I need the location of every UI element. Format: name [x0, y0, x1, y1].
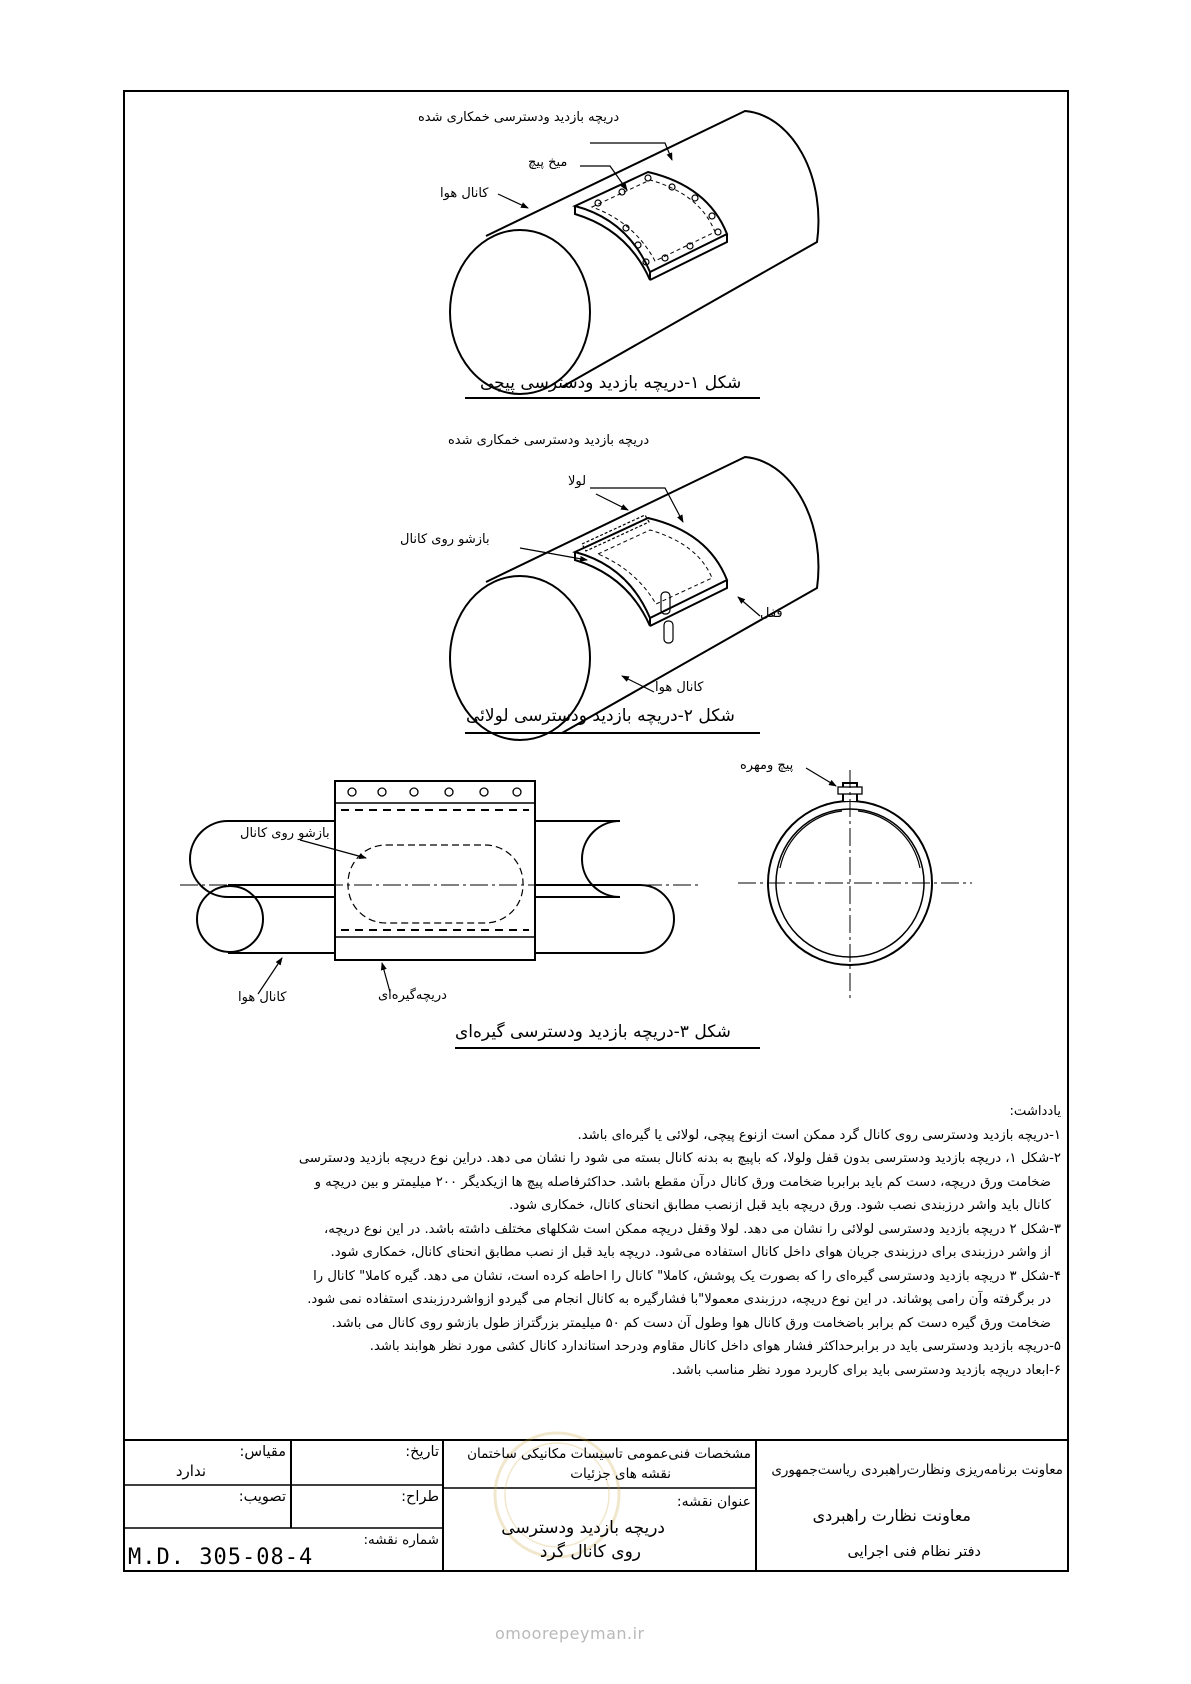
drawing-title-line-2: روی کانال گرد — [539, 1542, 641, 1562]
note-line: ضخامت ورق دریچه، دست کم باید برابربا ضخامت ورق کانال درآن مقطع باشد. حداکثرفاصله پیچ ها ازیکدیگر ۲۰۰ میلیمتر و بین دریچه و — [314, 1174, 1051, 1190]
note-line: ۵-دریچه بازدید ودسترسی باید در برابرحداکثر فشار هوای داخل کانال مقاوم ودرحد استاندارد کانال کشی مورد نظر هوابند باشد. — [369, 1339, 1061, 1354]
drawing-number: M.D. 305-08-4 — [128, 1545, 314, 1570]
fig2-caption: شکل ۲-دریچه بازدید ودسترسی لولائی — [466, 706, 735, 726]
fig2-duct-label: کانال هوا — [655, 680, 704, 695]
org-line-1: معاونت برنامه‌ریزی ونظارت‌راهبردی ریاست‌جمهوری — [771, 1462, 1063, 1478]
note-line: ۱-دریچه بازدید ودسترسی روی کانال گرد ممکن است ازنوع پیچی، لولائی یا گیره‌ای باشد. — [577, 1127, 1061, 1143]
note-line: ۲-شکل ۱، دریچه بازدید ودسترسی بدون قفل ولولا، که باپیچ به بدنه کانال بسته می شود را نشان می دهد. دراین نوع دریچه بازدید ودسترسی — [298, 1151, 1061, 1166]
fig2-hatch-label: دریچه بازدید ودسترسی خمکاری شده — [448, 433, 650, 448]
spec-line-2: نقشه های جزئیات — [570, 1466, 671, 1482]
date-label: تاریخ: — [405, 1444, 439, 1460]
fig2-collar-label: بازشو روی کانال — [400, 532, 490, 547]
drawing-no-label: شماره نقشه: — [363, 1532, 439, 1548]
figure-2-hinged-hatch — [450, 457, 818, 740]
fig2-lock-label: قفل — [760, 606, 783, 621]
fig1-hatch-label: دریچه بازدید ودسترسی خمکاری شده — [418, 110, 620, 125]
approval-label: تصویب: — [238, 1489, 286, 1505]
note-line: ضخامت ورق گیره دست کم برابر باضخامت ورق کانال هوا وطول آن دست کم ۵۰ میلیمتر بزرگتراز طول بازشو روی کانال می باشد. — [331, 1315, 1051, 1331]
org-line-2: معاونت نظارت راهبردی — [812, 1506, 971, 1525]
fig1-caption: شکل ۱-دریچه بازدید ودسترسی پیچی — [480, 373, 742, 393]
figure-3-clamp-hatch-side — [180, 781, 760, 1048]
spec-line-1: مشخصات فنی‌عمومی تاسیسات مکانیکی ساختمان — [467, 1446, 751, 1462]
note-line: از واشر درزبندی برای درزبندی جریان هوای داخل کانال استفاده می‌شود. دریچه باید قبل از نصب مطابق انحنای کانال، خمکاری شود. — [330, 1245, 1051, 1260]
fig3-bolt-nut-label: پیچ ومهره — [740, 758, 794, 773]
fig3-collar-label: بازشو روی کانال — [240, 826, 330, 841]
figure-1-screwed-hatch — [450, 111, 818, 398]
designer-label: طراح: — [401, 1489, 439, 1505]
note-line: ۳-شکل ۲ دریچه بازدید ودسترسی لولائی را نشان می دهد. لولا وقفل دریچه ممکن است شکلهای مختلف داشته باشد. در این نوع دریچه، — [323, 1221, 1061, 1237]
fig2-hinge-label: لولا — [568, 474, 587, 489]
fig3-clamp-label: دریچه‌گیره‌ای — [378, 988, 447, 1003]
drawing-title-line-1: دریچه بازدید ودسترسی — [501, 1518, 665, 1538]
scale-label: مقیاس: — [239, 1444, 286, 1460]
note-line: کانال باید واشر درزبندی نصب شود. ورق دریچه باید قبل ازنصب مطابق انحنای کانال، خمکاری شود. — [509, 1198, 1051, 1213]
fig3-caption: شکل ۳-دریچه بازدید ودسترسی گیره‌ای — [455, 1022, 731, 1042]
fig1-duct-label: کانال هوا — [440, 186, 489, 201]
scale-value: ندارد — [175, 1462, 206, 1480]
figure-3-clamp-hatch-section — [738, 768, 972, 1000]
fig3-duct-label: کانال هوا — [238, 990, 287, 1005]
watermark-url: omoorepeyman.ir — [495, 1624, 645, 1643]
drawing-title-label: عنوان نقشه: — [676, 1494, 751, 1510]
note-line: ۶-ابعاد دریچه بازدید ودسترسی باید برای کاربرد مورد نظر مناسب باشد. — [671, 1362, 1061, 1378]
org-line-3: دفتر نظام فنی اجرایی — [847, 1544, 981, 1560]
note-line: ۴-شکل ۳ دریچه بازدید ودسترسی گیره‌ای را که بصورت یک پوشش، کاملا" کانال را احاطه کرده است، نشان می دهد. گیره کاملا" کانال را — [313, 1268, 1061, 1284]
notes-heading: یادداشت: — [1009, 1104, 1061, 1119]
fig1-bolt-label: میخ پیچ — [528, 155, 568, 170]
notes-section — [140, 1100, 1061, 1382]
note-line: در برگرفته وآن رامی پوشاند. در این نوع دریچه، درزبندی معمولا"با فشارگیره به کانال انجام می گیردو ازواشردرزبندی استفاده نمی شود. — [307, 1292, 1051, 1307]
